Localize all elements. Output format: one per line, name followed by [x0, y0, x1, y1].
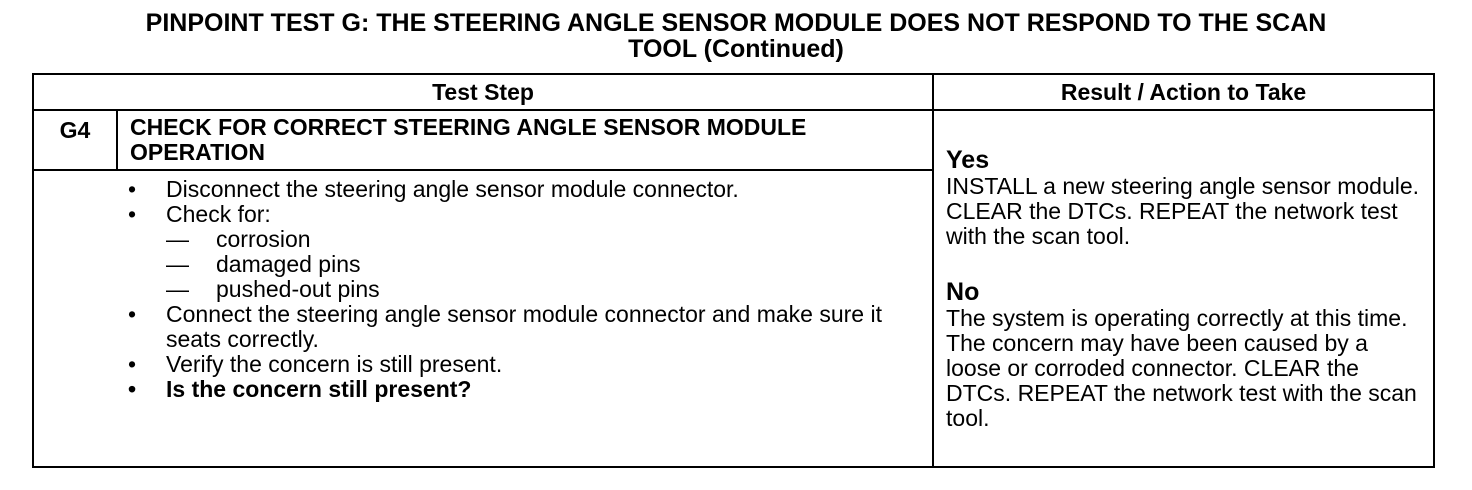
- header-row: [33, 74, 1434, 110]
- test-step-header: Test Step: [33, 74, 933, 110]
- list-item: [128, 177, 922, 202]
- sub-list-item: [128, 277, 922, 302]
- dash-icon: —: [166, 276, 189, 302]
- no-label: No: [946, 277, 980, 306]
- bullet-icon: •: [128, 301, 137, 327]
- list-item-question: Is the concern still present?: [166, 376, 472, 402]
- list-item-text: Connect the steering angle sensor module connector and make sure it seats correctly.: [166, 301, 882, 352]
- dash-icon: —: [166, 226, 189, 252]
- bullet-icon: •: [128, 201, 137, 227]
- result-header: Result / Action to Take: [933, 74, 1434, 110]
- pinpoint-test-table: [32, 73, 1435, 468]
- list-item: [128, 352, 922, 377]
- sub-list-item-text: damaged pins: [216, 251, 361, 277]
- sub-list-item-text: corrosion: [216, 226, 311, 252]
- list-item-text: Disconnect the steering angle sensor module connector.: [166, 176, 739, 202]
- sub-list-item: [128, 252, 922, 277]
- yes-text: INSTALL a new steering angle sensor module. CLEAR the DTCs. REPEAT the network test with the scan tool.: [946, 172, 1420, 249]
- bullet-icon: •: [128, 351, 137, 377]
- title-line-2: TOOL (Continued): [628, 35, 844, 63]
- no-text: The system is operating correctly at this time. The concern may have been caused by a loose or corroded connector. CLEAR the DTCs. REPEAT the network test with the scan tool.: [946, 304, 1417, 431]
- sub-list-item: [128, 227, 922, 252]
- dash-icon: —: [166, 251, 189, 277]
- list-item-text: Check for:: [166, 201, 271, 227]
- list-item: [128, 202, 922, 227]
- step-body: [33, 170, 933, 467]
- result-cell: [933, 110, 1434, 467]
- page-title: [0, 10, 1472, 62]
- sub-list-item-text: pushed-out pins: [216, 276, 380, 302]
- list-item: [128, 377, 922, 402]
- sub-list: [128, 227, 922, 302]
- step-title: CHECK FOR CORRECT STEERING ANGLE SENSOR MODULE OPERATION: [117, 110, 933, 170]
- step-id: G4: [33, 110, 117, 170]
- bullet-icon: •: [128, 376, 137, 402]
- bullet-icon: •: [128, 176, 137, 202]
- yes-label: Yes: [946, 145, 990, 174]
- list-item-text: Verify the concern is still present.: [166, 351, 503, 377]
- title-line-1: PINPOINT TEST G: THE STEERING ANGLE SENSOR MODULE DOES NOT RESPOND TO THE SCAN: [145, 9, 1327, 37]
- list-item: [128, 302, 922, 352]
- step-title-row: [33, 110, 1434, 170]
